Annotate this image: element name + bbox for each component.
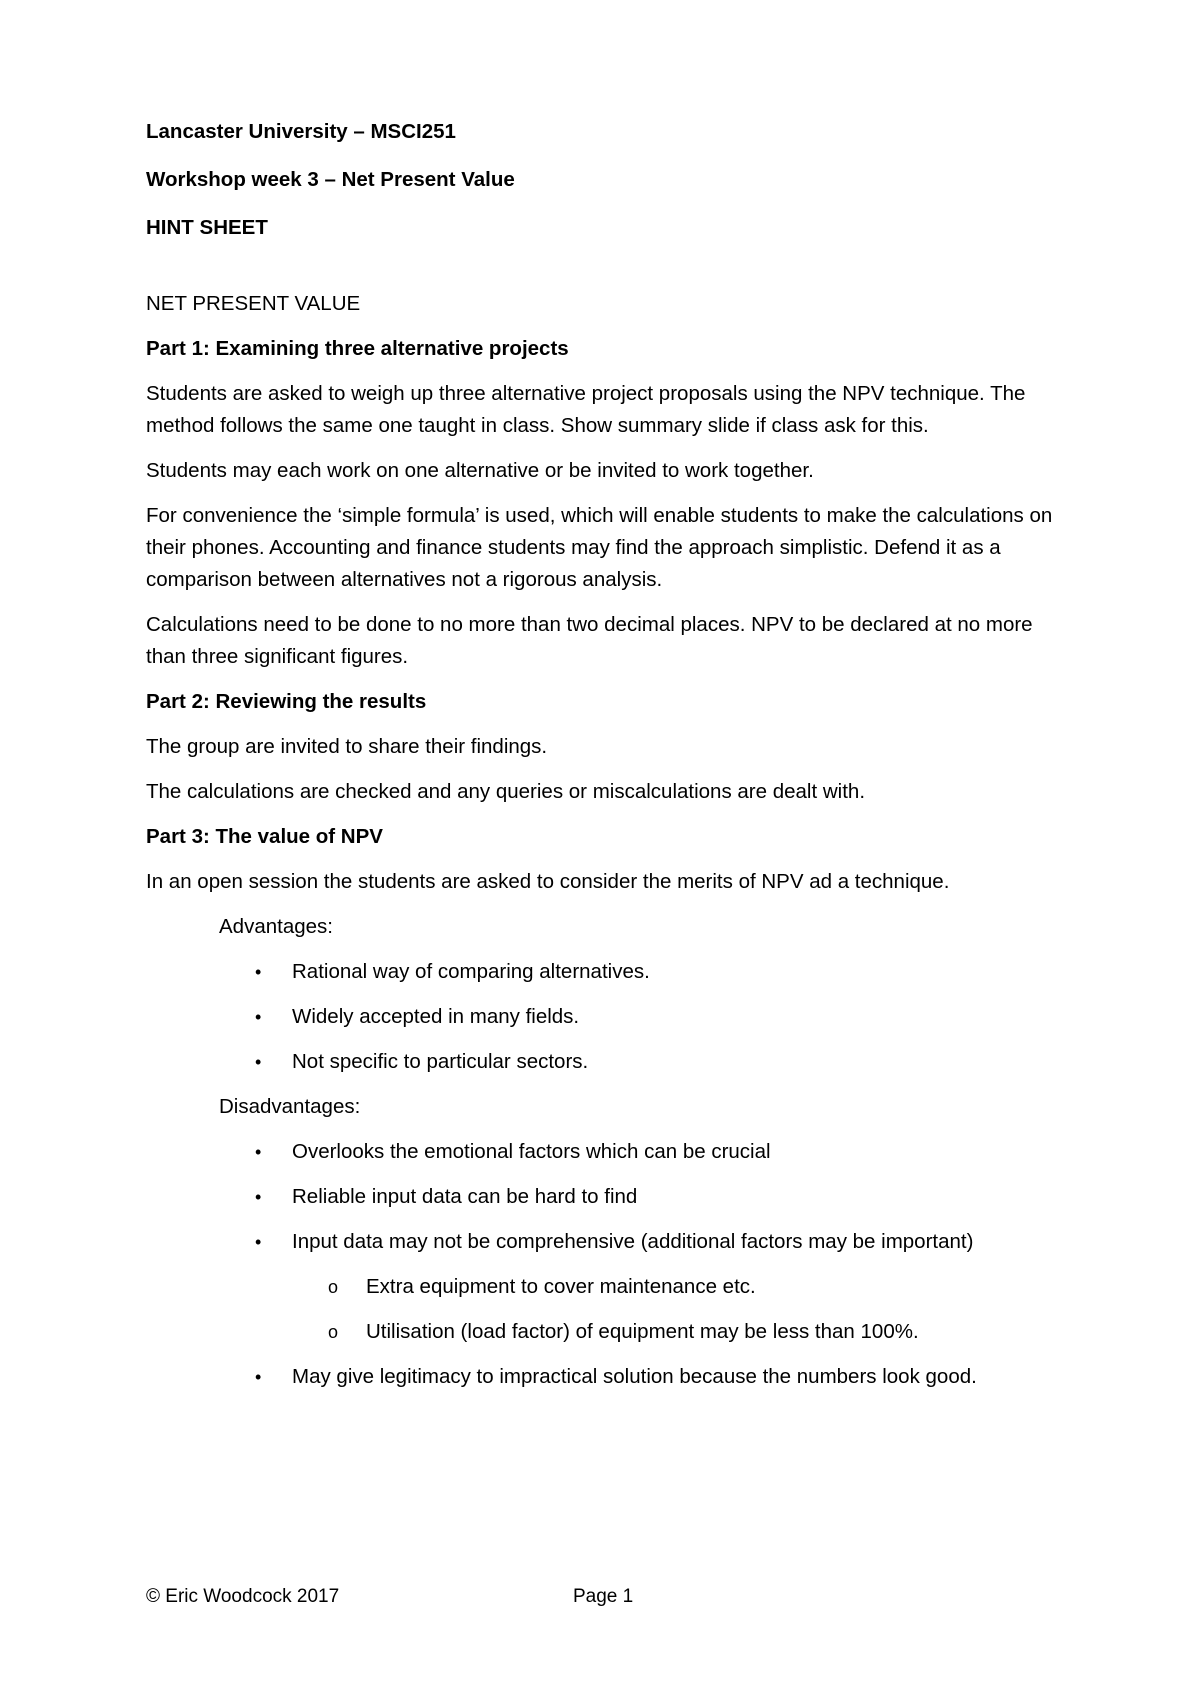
part1-paragraph: Students are asked to weigh up three alternative project proposals using the NPV technique. The method follows the same one taught in class. Show summary slide if class ask for this. [146,382,1026,437]
part3-intro: In an open session the students are asked to consider the merits of NPV ad a technique. [146,870,950,893]
bullet-icon: • [255,1187,262,1207]
bullet-icon: • [255,962,262,982]
section-title: NET PRESENT VALUE [146,292,361,315]
part1-paragraph: Students may each work on one alternative or be invited to work together. [146,459,814,482]
bullet-icon: • [255,1232,262,1252]
sub-list-item [292,1316,1076,1348]
bullet-icon: • [255,1052,262,1072]
document-header [146,116,1076,244]
sub-list [292,1271,1076,1348]
list-item [146,1001,1076,1033]
sub-list-item-text: Extra equipment to cover maintenance etc. [366,1275,756,1298]
bullet-icon: • [255,1142,262,1162]
workshop-title: Workshop week 3 – Net Present Value [146,168,515,191]
course-title: Lancaster University – MSCI251 [146,120,456,143]
list-item [146,1226,1076,1348]
list-item [146,1046,1076,1078]
disadvantages-list [146,1136,1076,1393]
bullet-icon: • [255,1007,262,1027]
disadvantages-label: Disadvantages: [219,1095,361,1118]
list-item [146,1181,1076,1213]
list-item-text: May give legitimacy to impractical solution because the numbers look good. [292,1365,977,1388]
part1-heading: Part 1: Examining three alternative projects [146,337,569,360]
part2-heading: Part 2: Reviewing the results [146,690,427,713]
list-item [146,1136,1076,1168]
list-item [146,1361,1076,1393]
page-number: Page 1 [573,1586,634,1607]
part2-paragraph: The group are invited to share their findings. [146,735,548,758]
copyright-notice: © Eric Woodcock 2017 [146,1586,340,1607]
advantages-list [146,956,1076,1078]
document-body [146,116,1076,1406]
part2-paragraph: The calculations are checked and any queries or miscalculations are dealt with. [146,780,866,803]
sheet-type: HINT SHEET [146,216,268,239]
list-item-text: Widely accepted in many fields. [292,1005,580,1028]
list-item-text: Input data may not be comprehensive (additional factors may be important) [292,1230,974,1253]
advantages-label: Advantages: [219,915,333,938]
bullet-icon: • [255,1367,262,1387]
part1-paragraph: Calculations need to be done to no more than two decimal places. NPV to be declared at no more than three significant figures. [146,613,1033,668]
list-item-text: Overlooks the emotional factors which can be crucial [292,1140,771,1163]
list-item-text: Rational way of comparing alternatives. [292,960,650,983]
list-item [146,956,1076,988]
part3-heading: Part 3: The value of NPV [146,825,383,848]
sub-list-item [292,1271,1076,1303]
circle-bullet-icon: o [328,1277,339,1297]
list-item-text: Not specific to particular sectors. [292,1050,589,1073]
sub-list-item-text: Utilisation (load factor) of equipment may be less than 100%. [366,1320,919,1343]
part1-paragraph: For convenience the ‘simple formula’ is used, which will enable students to make the calculations on their phones. Accounting and finance students may find the approach simplistic. Defend it as a comparison between alternatives not a rigorous analysis. [146,504,1053,591]
circle-bullet-icon: o [328,1322,339,1342]
list-item-text: Reliable input data can be hard to find [292,1185,638,1208]
